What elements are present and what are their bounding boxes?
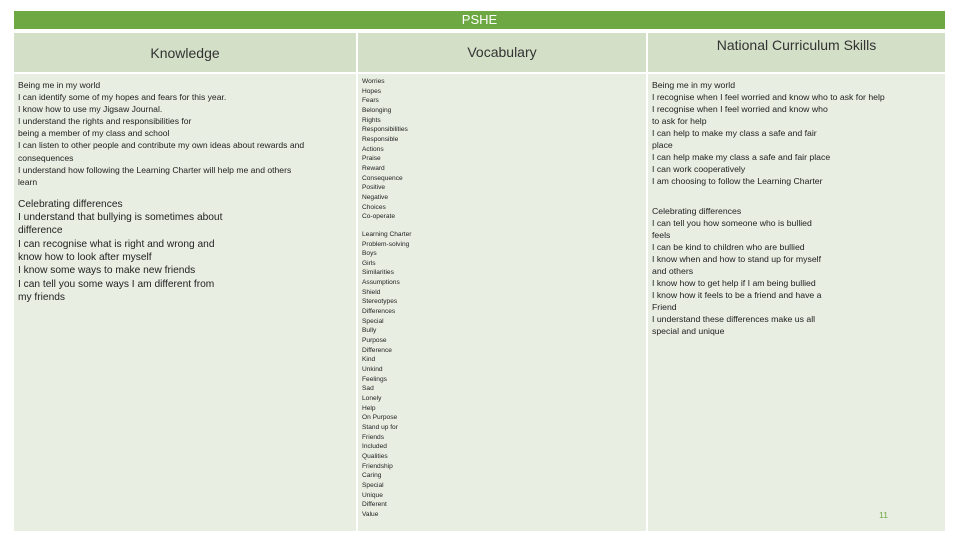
list-item: Similarities bbox=[362, 269, 394, 277]
list-item: Sad bbox=[362, 385, 374, 393]
list-item: Kind bbox=[362, 356, 376, 364]
knowledge-cell bbox=[14, 74, 358, 531]
list-item: Unkind bbox=[362, 366, 383, 374]
list-item: Lonely bbox=[362, 395, 382, 402]
list-item: Friend bbox=[652, 302, 677, 312]
list-item: I can tell you some ways I am different from bbox=[18, 278, 215, 290]
list-item: Special bbox=[362, 317, 384, 325]
list-item: I recognise when I feel worried and know who bbox=[652, 104, 828, 114]
list-item: feels bbox=[652, 230, 671, 240]
list-item: I know how it feels to be a friend and have a bbox=[652, 290, 822, 300]
list-item: I know some ways to make new friends bbox=[18, 265, 196, 277]
list-item: Friendship bbox=[362, 462, 393, 470]
list-item: Learning Charter bbox=[362, 230, 412, 238]
list-item: Belonging bbox=[362, 106, 392, 114]
list-item: Special bbox=[362, 481, 384, 489]
list-item: Responsibilities bbox=[362, 126, 408, 134]
knowledge-section-2 bbox=[18, 198, 352, 304]
list-item: I know how to use my Jigsaw Journal. bbox=[18, 104, 163, 115]
list-item: I understand how following the Learning Charter will help me and others bbox=[18, 164, 292, 175]
list-item: I understand these differences make us all bbox=[652, 314, 816, 324]
list-item: Bully bbox=[362, 327, 377, 335]
list-item: Fears bbox=[362, 97, 379, 105]
page-number: 11 bbox=[879, 510, 888, 520]
list-item: Stand up for bbox=[362, 423, 398, 431]
list-item: Choices bbox=[362, 203, 386, 211]
list-item: Hopes bbox=[362, 87, 382, 95]
list-item: Being me in my world bbox=[652, 80, 736, 90]
list-item: Co-operate bbox=[362, 213, 395, 221]
list-item: know how to look after myself bbox=[18, 252, 152, 264]
list-item: Consequence bbox=[362, 174, 403, 182]
vocabulary-cell bbox=[358, 74, 648, 531]
list-item: I can tell you how someone who is bullied bbox=[652, 218, 812, 228]
list-item: Problem-solving bbox=[362, 240, 410, 248]
list-item: Difference bbox=[362, 346, 392, 354]
list-item: to ask for help bbox=[652, 116, 707, 126]
ncs-cell bbox=[648, 74, 945, 531]
list-item: Positive bbox=[362, 184, 386, 192]
list-item: Celebrating differences bbox=[18, 198, 123, 210]
list-item: Actions bbox=[362, 145, 384, 153]
list-item: Caring bbox=[362, 472, 382, 480]
list-item: I can be kind to children who are bullied bbox=[652, 242, 805, 252]
list-item: Value bbox=[362, 510, 379, 518]
list-item: Included bbox=[362, 443, 387, 451]
list-item: I understand the rights and responsibilities for bbox=[18, 116, 192, 127]
list-item: place bbox=[652, 140, 673, 150]
list-item: Rights bbox=[362, 116, 381, 124]
knowledge-header: Knowledge bbox=[14, 33, 358, 74]
list-item: I know when and how to stand up for myself bbox=[652, 254, 822, 264]
list-item: and others bbox=[652, 266, 694, 276]
list-item: Feelings bbox=[362, 375, 387, 383]
list-item: Qualities bbox=[362, 452, 388, 460]
list-item: consequences bbox=[18, 152, 74, 163]
list-item: Help bbox=[362, 404, 376, 412]
list-item: being a member of my class and school bbox=[18, 128, 170, 139]
curriculum-table bbox=[14, 33, 945, 531]
ncs-section-1 bbox=[652, 79, 945, 187]
list-item: Celebrating differences bbox=[652, 206, 742, 216]
list-item: learn bbox=[18, 176, 38, 187]
list-item: Purpose bbox=[362, 337, 387, 345]
list-item: I know how to get help if I am being bullied bbox=[652, 278, 816, 288]
list-item: Being me in my world bbox=[18, 80, 101, 90]
title-bar bbox=[14, 11, 945, 29]
list-item: Responsible bbox=[362, 135, 399, 143]
list-item: Worries bbox=[362, 78, 385, 85]
list-item: Friends bbox=[362, 433, 384, 441]
list-item: special and unique bbox=[652, 326, 725, 336]
vocabulary-section-1 bbox=[362, 77, 646, 222]
list-item: I can help make my class a safe and fair place bbox=[652, 152, 831, 162]
knowledge-section-1 bbox=[18, 79, 352, 188]
list-item: On Purpose bbox=[362, 414, 398, 422]
list-item: Shield bbox=[362, 288, 381, 296]
ncs-section-2 bbox=[652, 205, 945, 337]
list-item: I recognise when I feel worried and know who to ask for help bbox=[652, 92, 885, 102]
list-item: Praise bbox=[362, 155, 381, 163]
list-item: Boys bbox=[362, 250, 377, 258]
list-item: I am choosing to follow the Learning Charter bbox=[652, 176, 823, 186]
list-item: Unique bbox=[362, 491, 383, 499]
list-item: Reward bbox=[362, 164, 385, 172]
list-item: Stereotypes bbox=[362, 298, 398, 306]
list-item: I can recognise what is right and wrong and bbox=[18, 238, 215, 250]
vocabulary-header: Vocabulary bbox=[358, 33, 648, 74]
list-item: I can work cooperatively bbox=[652, 164, 746, 174]
list-item: difference bbox=[18, 225, 63, 237]
list-item: I can listen to other people and contribute my own ideas about rewards and bbox=[18, 140, 305, 151]
list-item: my friends bbox=[18, 291, 65, 303]
list-item: I can help to make my class a safe and fair bbox=[652, 128, 817, 138]
list-item: Assumptions bbox=[362, 279, 400, 287]
ncs-header: National Curriculum Skills bbox=[648, 33, 945, 74]
list-item: Girls bbox=[362, 259, 376, 267]
list-item: I understand that bullying is sometimes about bbox=[18, 212, 223, 224]
vocabulary-section-2 bbox=[362, 230, 646, 520]
list-item: Negative bbox=[362, 193, 389, 201]
list-item: Differences bbox=[362, 308, 396, 316]
list-item: Different bbox=[362, 501, 387, 509]
list-item: I can identify some of my hopes and fears for this year. bbox=[18, 92, 227, 103]
page-title: PSHE bbox=[461, 12, 498, 27]
